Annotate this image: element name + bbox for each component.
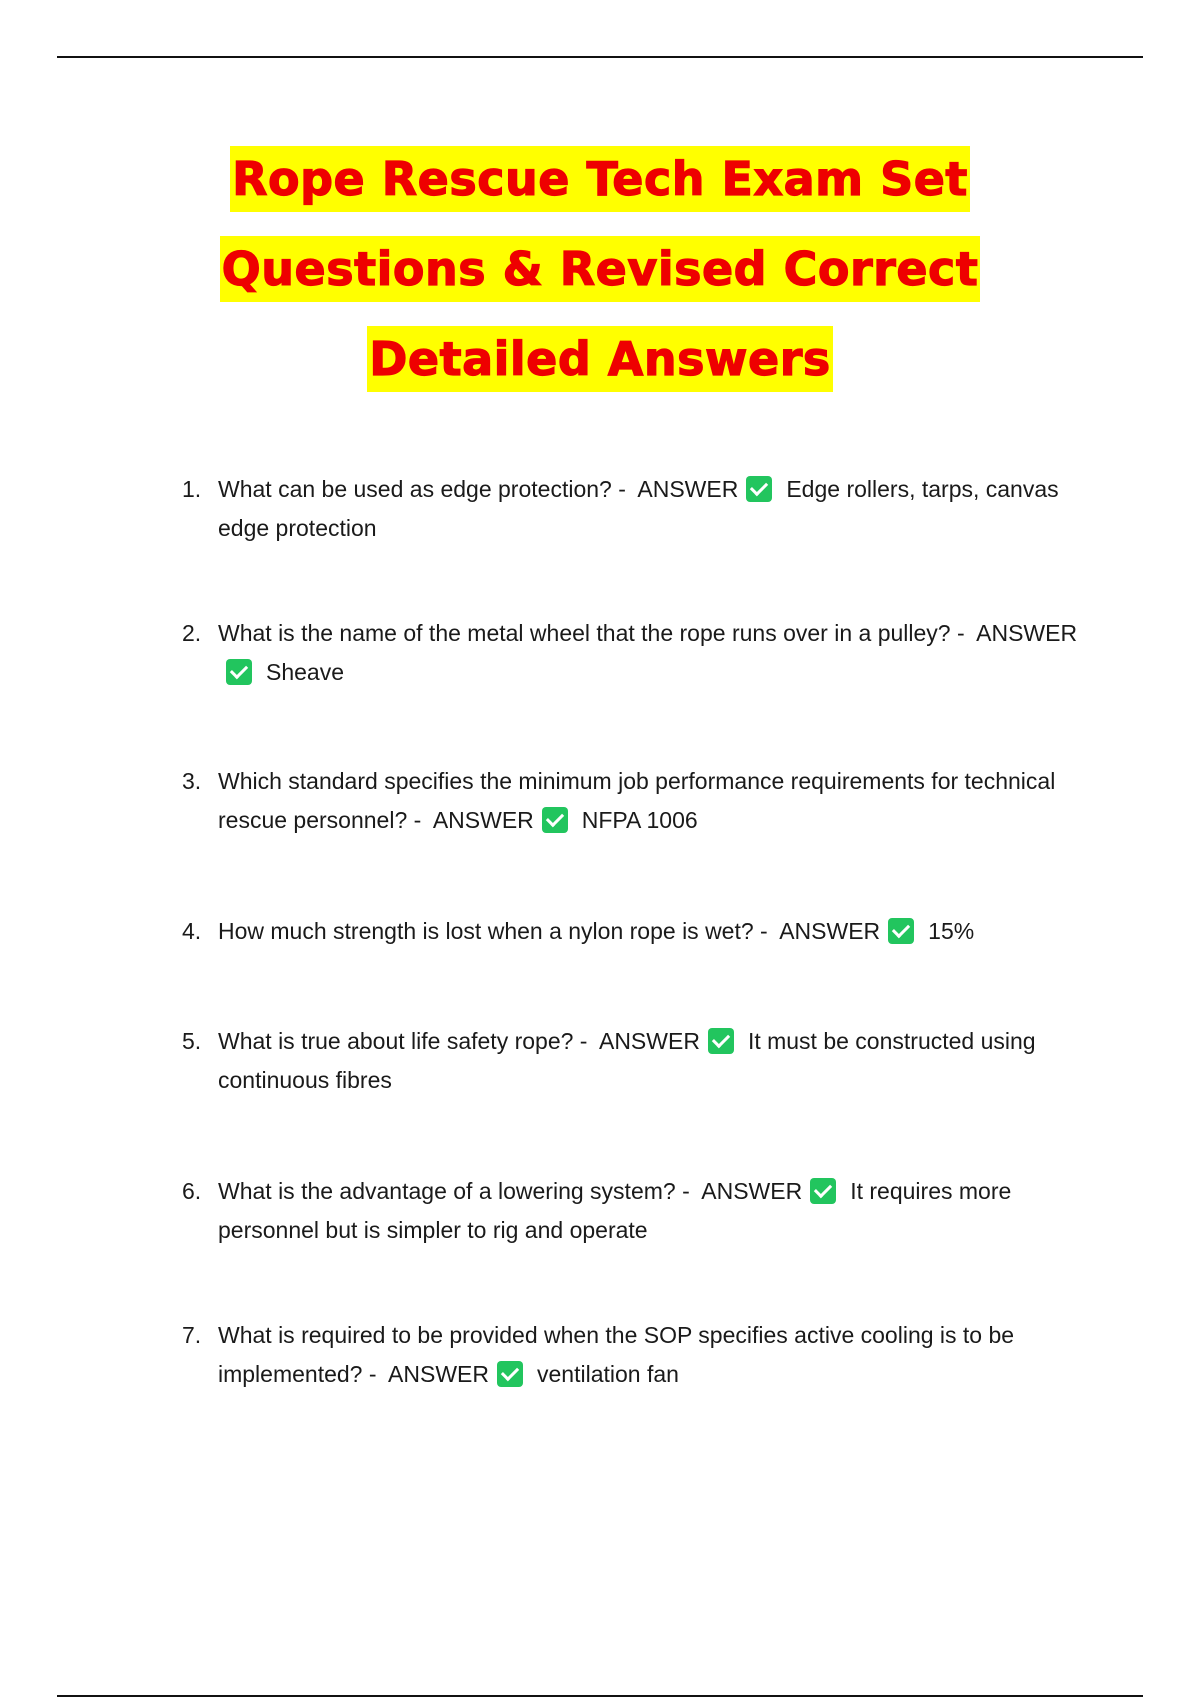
- checkmark-icon: [746, 476, 772, 502]
- answer-label: ANSWER: [701, 1178, 803, 1204]
- question-item: [182, 614, 1082, 692]
- answer-label: ANSWER: [779, 918, 881, 944]
- checkmark-icon: [497, 1361, 523, 1387]
- answer-text: Edge rollers, tarps, canvas edge protection: [218, 476, 1059, 541]
- question-item: [182, 1172, 1082, 1250]
- answer-label: ANSWER: [976, 620, 1078, 646]
- question-number: 5.: [182, 1028, 202, 1054]
- question-number: 4.: [182, 918, 202, 944]
- answer-text: 15%: [928, 918, 975, 944]
- question-text: What is required to be provided when the SOP specifies active cooling is to be implemented? -: [218, 1322, 1015, 1387]
- question-item: [182, 762, 1082, 840]
- question-text: How much strength is lost when a nylon rope is wet? -: [218, 918, 768, 944]
- answer-text: Sheave: [266, 659, 345, 685]
- question-number: 3.: [182, 768, 202, 794]
- title-line-3: Detailed Answers: [0, 332, 1200, 386]
- title-line-2: Questions & Revised Correct: [0, 242, 1200, 296]
- answer-label: ANSWER: [388, 1361, 489, 1387]
- answer-text: It must be constructed using continuous fibres: [218, 1028, 1036, 1093]
- question-item: [182, 912, 1082, 951]
- checkmark-icon: [708, 1028, 734, 1054]
- bottom-rule: [57, 1695, 1143, 1697]
- answer-text: ventilation fan: [537, 1361, 679, 1387]
- question-number: 1.: [182, 476, 202, 502]
- question-item: [182, 470, 1082, 548]
- question-text: Which standard specifies the minimum job performance requirements for technical rescue personnel? -: [218, 768, 1056, 833]
- answer-text: It requires more personnel but is simpler to rig and operate: [218, 1178, 1012, 1243]
- checkmark-icon: [810, 1178, 836, 1204]
- checkmark-icon: [226, 659, 252, 685]
- question-number: 7.: [182, 1322, 202, 1348]
- question-text: What can be used as edge protection? -: [218, 476, 626, 502]
- question-number: 2.: [182, 620, 202, 646]
- question-text: What is the name of the metal wheel that the rope runs over in a pulley? -: [218, 620, 965, 646]
- question-text: What is the advantage of a lowering system? -: [218, 1178, 690, 1204]
- answer-label: ANSWER: [432, 807, 534, 833]
- question-number: 6.: [182, 1178, 202, 1204]
- answer-label: ANSWER: [637, 476, 739, 502]
- question-item: [182, 1316, 1082, 1394]
- answer-text: NFPA 1006: [581, 807, 698, 833]
- top-rule: [57, 56, 1143, 58]
- checkmark-icon: [888, 918, 914, 944]
- title-line-1: Rope Rescue Tech Exam Set: [0, 152, 1200, 206]
- checkmark-icon: [542, 807, 568, 833]
- question-item: [182, 1022, 1082, 1100]
- question-text: What is true about life safety rope? -: [218, 1028, 588, 1054]
- answer-label: ANSWER: [598, 1028, 700, 1054]
